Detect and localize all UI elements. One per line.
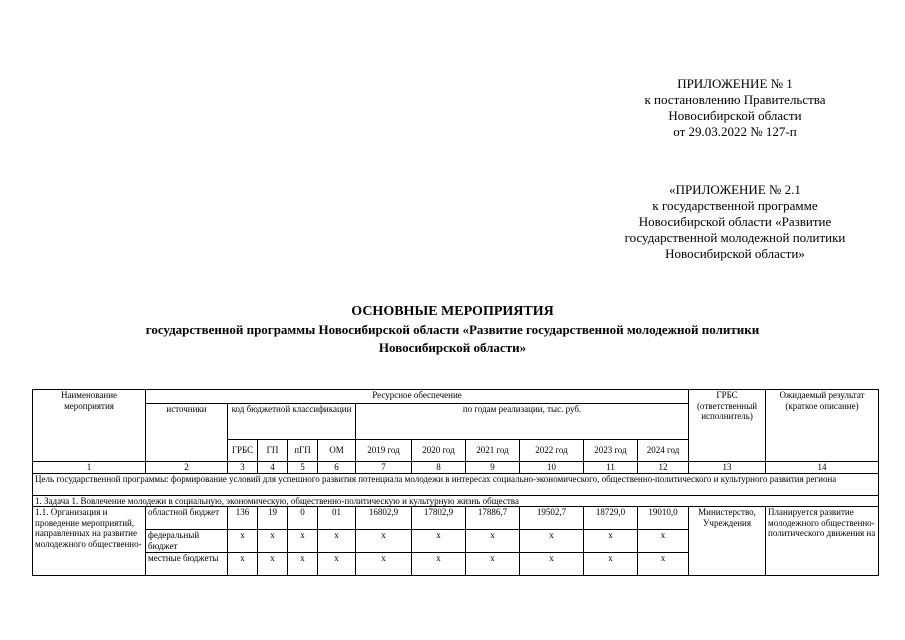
year-value-cell: x xyxy=(584,530,638,553)
title-line-3: Новосибирской области» xyxy=(378,340,527,355)
year-value-cell: x xyxy=(520,553,584,576)
header-grbs-responsible: ГРБС (ответственный исполнитель) xyxy=(689,390,766,462)
program-goal: Цель государственной программы: формирование условий для успешного развития потенциала молодежи в интересах социально-экономического, общественно-политического и культурного развития региона xyxy=(33,473,879,495)
activities-table xyxy=(32,389,879,576)
year-value-cell: 16802,9 xyxy=(356,507,412,530)
header-year: 2024 год xyxy=(638,440,689,462)
header-grbs: ГРБС xyxy=(228,440,258,462)
column-number: 2 xyxy=(146,462,228,474)
appendix-2-line: «ПРИЛОЖЕНИЕ № 2.1 xyxy=(669,182,801,197)
header-name: Наименование мероприятия xyxy=(33,390,146,462)
year-value-cell: x xyxy=(356,553,412,576)
title-line-1: ОСНОВНЫЕ МЕРОПРИЯТИЯ xyxy=(351,304,554,319)
year-value-cell: x xyxy=(412,553,466,576)
source-cell: местные бюджеты xyxy=(146,553,228,576)
column-number: 7 xyxy=(356,462,412,474)
grbs-cell: x xyxy=(228,553,258,576)
pgp-cell: x xyxy=(288,530,318,553)
appendix-2-line: государственной молодежной политики xyxy=(624,230,846,245)
header-sources: источники xyxy=(146,404,228,462)
column-number: 11 xyxy=(584,462,638,474)
om-cell: x xyxy=(318,553,356,576)
om-cell: 01 xyxy=(318,507,356,530)
appendix-2-line: Новосибирской области «Развитие xyxy=(638,214,832,229)
year-value-cell: x xyxy=(466,553,520,576)
appendix-2-block xyxy=(590,182,880,262)
header-row-1 xyxy=(33,390,879,404)
gp-cell: x xyxy=(258,553,288,576)
gp-cell: x xyxy=(258,530,288,553)
header-resource: Ресурсное обеспечение xyxy=(146,390,689,404)
appendix-1-line: ПРИЛОЖЕНИЕ № 1 xyxy=(677,76,793,91)
appendix-1-line: Новосибирской области xyxy=(668,108,802,123)
column-number: 9 xyxy=(466,462,520,474)
appendix-1-line: к постановлению Правительства xyxy=(644,92,826,107)
task-row xyxy=(33,495,879,507)
column-number: 14 xyxy=(766,462,879,474)
column-number: 3 xyxy=(228,462,258,474)
header-year: 2022 год xyxy=(520,440,584,462)
year-value-cell: 17886,7 xyxy=(466,507,520,530)
header-pgp: пГП xyxy=(288,440,318,462)
source-cell: федеральный бюджет xyxy=(146,530,228,553)
header-budget-code: код бюджетной классификации xyxy=(228,404,356,440)
title-line-2: государственной программы Новосибирской области «Развитие государственной молодежной политики xyxy=(145,322,760,337)
table-row xyxy=(33,507,879,530)
grbs-cell: 136 xyxy=(228,507,258,530)
header-year: 2023 год xyxy=(584,440,638,462)
om-cell: x xyxy=(318,530,356,553)
year-value-cell: x xyxy=(584,553,638,576)
column-number: 5 xyxy=(288,462,318,474)
executor-cell: Министерство, Учреждения xyxy=(689,507,766,576)
grbs-cell: x xyxy=(228,530,258,553)
column-number: 12 xyxy=(638,462,689,474)
year-value-cell: x xyxy=(412,530,466,553)
header-gp: ГП xyxy=(258,440,288,462)
pgp-cell: 0 xyxy=(288,507,318,530)
year-value-cell: x xyxy=(638,530,689,553)
column-number: 4 xyxy=(258,462,288,474)
column-number: 13 xyxy=(689,462,766,474)
column-number: 8 xyxy=(412,462,466,474)
header-year: 2019 год xyxy=(356,440,412,462)
year-value-cell: x xyxy=(638,553,689,576)
year-value-cell: 19502,7 xyxy=(520,507,584,530)
year-value-cell: 17802,9 xyxy=(412,507,466,530)
year-value-cell: x xyxy=(356,530,412,553)
task-1: 1. Задача 1. Вовлечение молодежи в социальную, экономическую, общественно-политическую и культурную жизнь общества xyxy=(33,495,879,507)
year-value-cell: x xyxy=(466,530,520,553)
appendix-1-block xyxy=(590,76,880,140)
header-om: ОМ xyxy=(318,440,356,462)
source-cell: областной бюджет xyxy=(146,507,228,530)
column-number: 1 xyxy=(33,462,146,474)
goal-row xyxy=(33,473,879,495)
year-value-cell: 18729,0 xyxy=(584,507,638,530)
year-value-cell: x xyxy=(520,530,584,553)
gp-cell: 19 xyxy=(258,507,288,530)
expected-result-cell: Планируется развитие молодежного общественно-политического движения на xyxy=(766,507,879,576)
column-number-row xyxy=(33,462,879,474)
header-expected-result: Ожидаемый результат (краткое описание) xyxy=(766,390,879,462)
column-number: 6 xyxy=(318,462,356,474)
document-title xyxy=(0,303,905,357)
appendix-2-line: Новосибирской области» xyxy=(665,246,805,261)
year-value-cell: 19010,0 xyxy=(638,507,689,530)
pgp-cell: x xyxy=(288,553,318,576)
header-year: 2021 год xyxy=(466,440,520,462)
column-number: 10 xyxy=(520,462,584,474)
appendix-1-line: от 29.03.2022 № 127-п xyxy=(673,124,797,139)
header-year: 2020 год xyxy=(412,440,466,462)
activity-name: 1.1. Организация и проведение мероприятий, направленных на развитие молодежного общественно- xyxy=(33,507,146,576)
appendix-2-line: к государственной программе xyxy=(652,198,818,213)
header-by-years: по годам реализации, тыс. руб. xyxy=(356,404,689,440)
